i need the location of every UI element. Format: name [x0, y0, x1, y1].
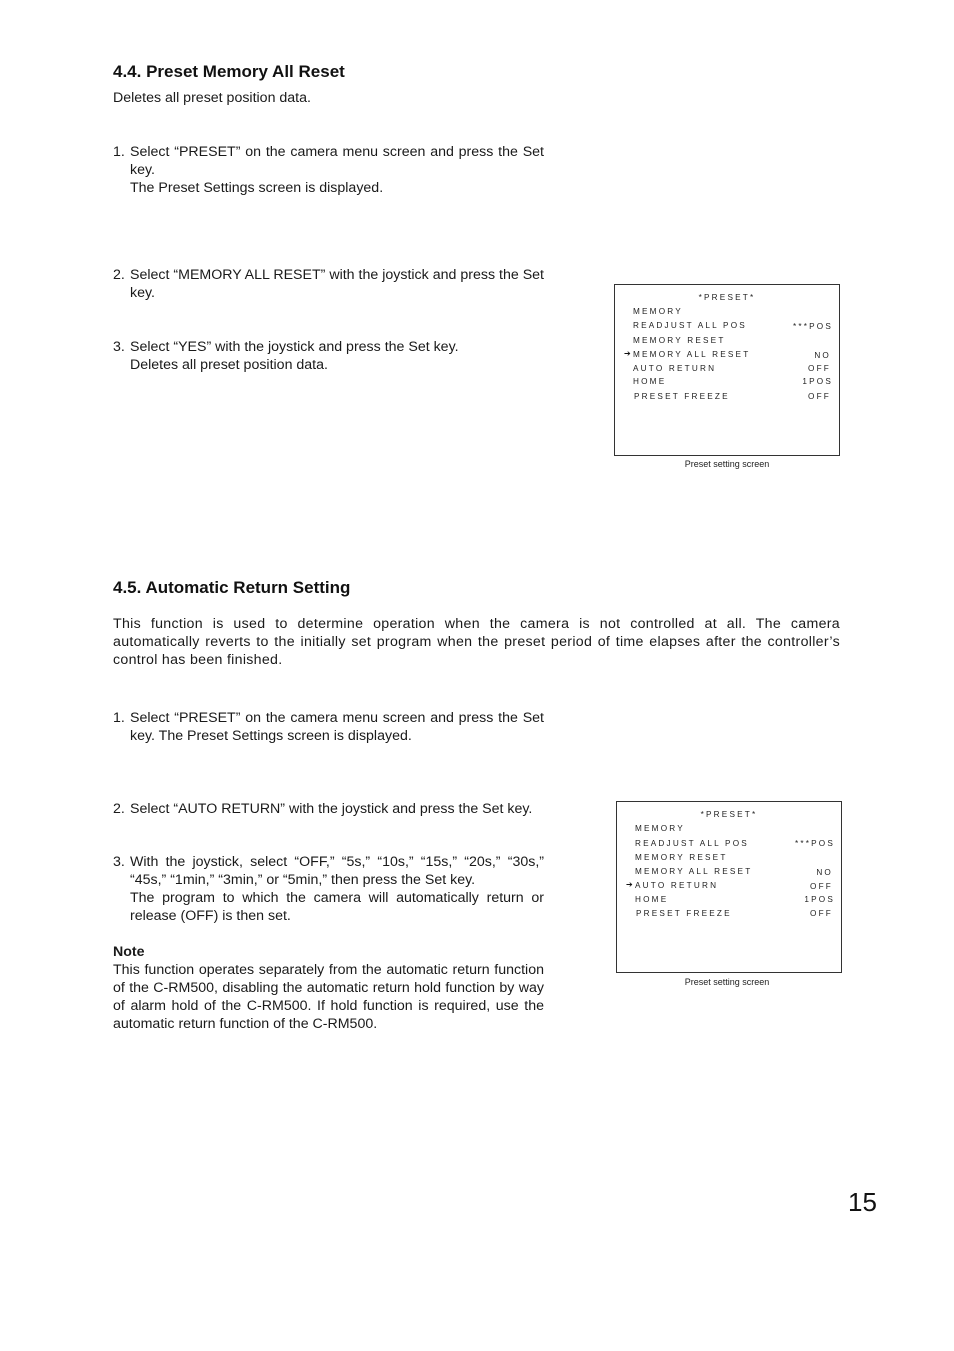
step-text: Select “YES” with the joystick and press the Set key. — [130, 339, 459, 355]
menu-value: OFF — [808, 392, 831, 401]
menu-value: OFF — [810, 909, 833, 918]
step-1 — [113, 709, 544, 745]
step-3 — [113, 853, 544, 925]
step-number: 2. — [113, 801, 125, 817]
menu-value: 1POS — [804, 895, 835, 904]
preset-setting-screen — [614, 284, 840, 456]
section-heading-automatic-return-setting: 4.5. Automatic Return Setting — [113, 578, 351, 597]
menu-row-home: HOME — [633, 377, 667, 386]
menu-row-preset-freeze: PRESET FREEZE — [636, 909, 732, 918]
menu-row-readjust-all-pos: READJUST ALL POS — [633, 321, 747, 330]
step-text: Select “PRESET” on the camera menu screen and press the Set key. — [130, 144, 544, 178]
menu-row-preset-freeze: PRESET FREEZE — [634, 392, 730, 401]
note-title: Note — [113, 944, 145, 960]
menu-value: ***POS — [794, 839, 835, 848]
step-text: The Preset Settings screen is displayed. — [130, 180, 384, 196]
screen-caption: Preset setting screen — [684, 977, 770, 987]
arrow-cursor-icon: ➔ — [626, 880, 633, 889]
step-number: 3. — [113, 854, 125, 870]
arrow-cursor-icon: ➔ — [624, 349, 631, 358]
menu-value: NO — [816, 868, 833, 877]
step-text: Select “AUTO RETURN” with the joystick and press the Set key. — [130, 801, 533, 817]
screen-title: *PRESET* — [698, 293, 756, 302]
step-2 — [113, 266, 544, 302]
step-number: 3. — [113, 339, 125, 355]
step-text: Select “PRESET” on the camera menu screen and press the Set key. The Preset Settings screen is displayed. — [130, 710, 544, 744]
menu-row-memory-reset: MEMORY RESET — [633, 336, 726, 345]
menu-row-memory: MEMORY — [635, 824, 685, 833]
menu-row-memory-all-reset: MEMORY ALL RESET — [633, 350, 751, 359]
screen-caption: Preset setting screen — [684, 459, 770, 469]
menu-value: OFF — [810, 882, 833, 891]
menu-value: 1POS — [802, 377, 833, 386]
menu-row-auto-return: AUTO RETURN — [635, 881, 719, 890]
step-number: 1. — [113, 144, 125, 160]
section-intro: This function is used to determine operation when the camera is not controlled at all. The camera automatically reverts to the initially set program when the preset period of time elapses after the controller’s control has been finished. — [113, 616, 840, 668]
menu-row-home: HOME — [635, 895, 669, 904]
menu-row-readjust-all-pos: READJUST ALL POS — [635, 839, 749, 848]
note-text: This function operates separately from the automatic return function of the C-RM500, disabling the automatic return hold function by way of alarm hold of the C-RM500. If hold function is required, use the automatic return function of the C-RM500. — [113, 962, 544, 1032]
menu-row-memory: MEMORY — [633, 307, 683, 316]
menu-value: OFF — [808, 364, 831, 373]
step-text: With the joystick, select “OFF,” “5s,” “10s,” “15s,” “20s,” “30s,” “45s,” “1min,” “3min,” or “5min,” then press the Set key. — [130, 854, 544, 888]
menu-value: ***POS — [792, 322, 833, 331]
screen-title: *PRESET* — [700, 810, 758, 819]
step-text: Deletes all preset position data. — [130, 357, 328, 373]
section-heading-preset-memory-all-reset: 4.4. Preset Memory All Reset — [113, 62, 345, 81]
menu-row-memory-reset: MEMORY RESET — [635, 853, 728, 862]
step-2 — [113, 800, 544, 818]
step-text: Select “MEMORY ALL RESET” with the joystick and press the Set key. — [130, 267, 544, 301]
section-intro: Deletes all preset position data. — [113, 90, 311, 106]
menu-value: NO — [814, 351, 831, 360]
step-text: The program to which the camera will automatically return or release (OFF) is then set. — [130, 890, 544, 924]
step-number: 1. — [113, 710, 125, 726]
menu-row-auto-return: AUTO RETURN — [633, 364, 717, 373]
step-3 — [113, 338, 544, 374]
step-number: 2. — [113, 267, 125, 283]
preset-setting-screen — [616, 801, 842, 973]
step-1 — [113, 143, 544, 197]
page-number: 15 — [848, 1187, 877, 1217]
menu-row-memory-all-reset: MEMORY ALL RESET — [635, 867, 753, 876]
